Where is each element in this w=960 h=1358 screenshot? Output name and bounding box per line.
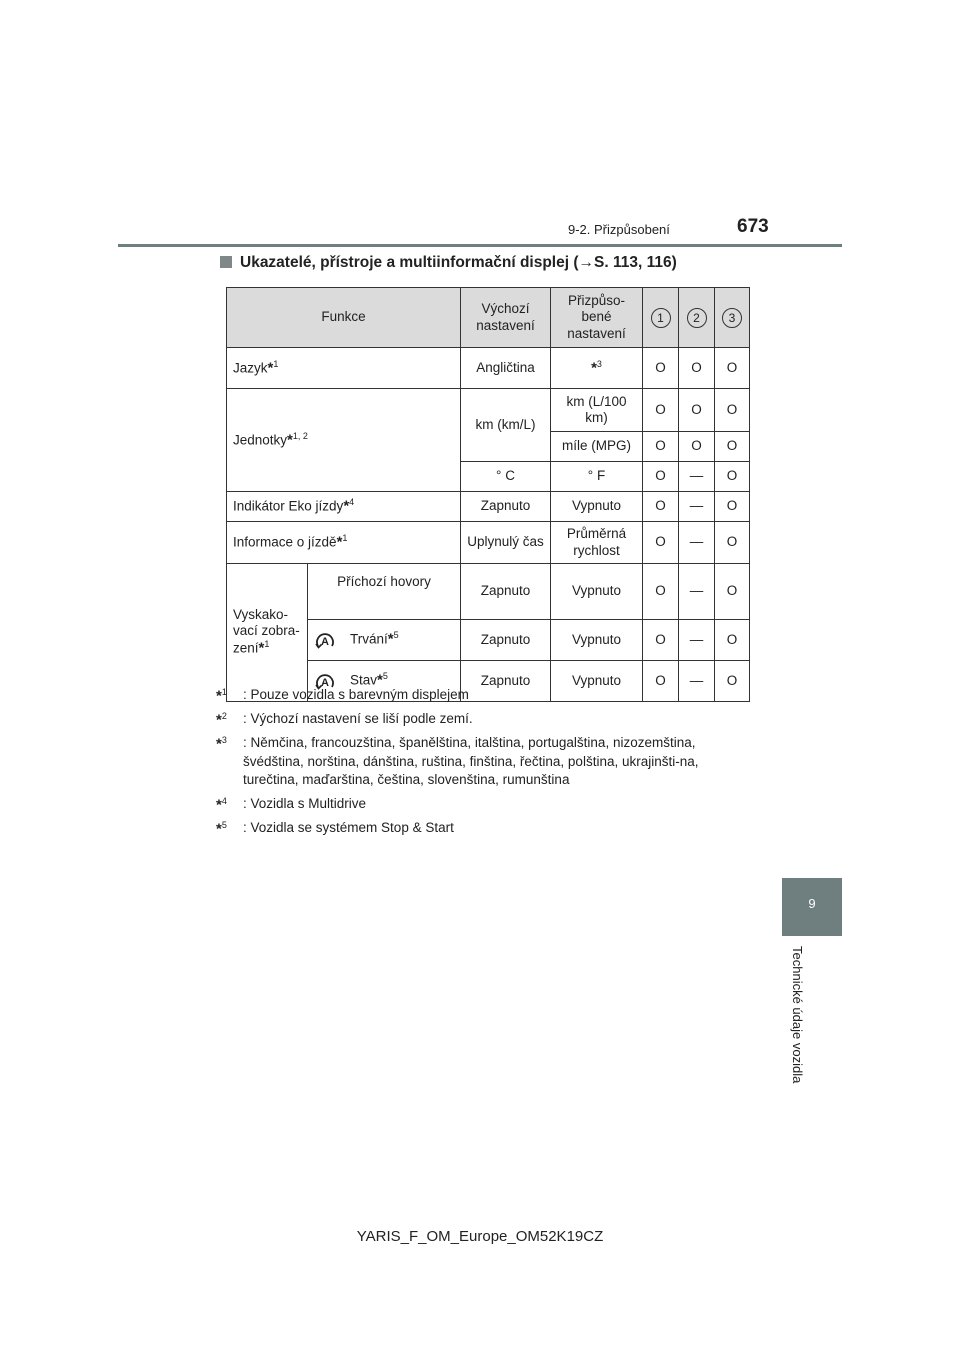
table-row bbox=[227, 348, 750, 389]
col3-value: O bbox=[715, 492, 750, 522]
row-label-jednotky: Jednotky*$^{1, 2}$ bbox=[227, 389, 461, 492]
header-funkce: Funkce bbox=[227, 288, 461, 348]
col1-value: O bbox=[643, 432, 679, 462]
header-col1 bbox=[643, 288, 679, 348]
table-row bbox=[227, 492, 750, 522]
header-col2 bbox=[679, 288, 715, 348]
custom-value: km (L/100 km) bbox=[551, 389, 643, 432]
footnotes bbox=[216, 686, 756, 844]
settings-table bbox=[226, 287, 750, 702]
col1-value: O bbox=[643, 492, 679, 522]
row-label-eko: Indikátor Eko jízdy*$^4$ bbox=[227, 492, 461, 522]
header-divider bbox=[118, 244, 842, 247]
header-vychozi: Výchozí nastavení bbox=[461, 288, 551, 348]
circled-number-1: 1 bbox=[651, 308, 671, 328]
default-value: Zapnuto bbox=[461, 492, 551, 522]
col3-value: O bbox=[715, 522, 750, 564]
col2-value: — bbox=[679, 462, 715, 492]
circled-number-3: 3 bbox=[722, 308, 742, 328]
sub-label-stav: A Stav*$^5$ bbox=[308, 661, 461, 702]
custom-value: Vypnuto bbox=[551, 620, 643, 661]
row-label-informace: Informace o jízdě*$^1$ bbox=[227, 522, 461, 564]
col3-value: O bbox=[715, 432, 750, 462]
col1-value: O bbox=[643, 389, 679, 432]
col3-value: O bbox=[715, 462, 750, 492]
col3-value: O bbox=[715, 661, 750, 702]
custom-value: Vypnuto bbox=[551, 564, 643, 620]
section-heading bbox=[220, 254, 677, 272]
custom-value: ° F bbox=[551, 462, 643, 492]
header-section-title: 9-2. Přizpůsobení bbox=[568, 222, 670, 237]
default-value: Zapnuto bbox=[461, 661, 551, 702]
arrow-icon: → bbox=[578, 254, 595, 271]
col3-value: O bbox=[715, 564, 750, 620]
header-prizpusobene: Přizpůso-bené nastavení bbox=[551, 288, 643, 348]
sub-label-trvani: A Trvání*$^5$ bbox=[308, 620, 461, 661]
default-value: Zapnuto bbox=[461, 620, 551, 661]
custom-value: Průměrná rychlost bbox=[551, 522, 643, 564]
col1-value: O bbox=[643, 661, 679, 702]
col2-value: — bbox=[679, 492, 715, 522]
circled-number-2: 2 bbox=[687, 308, 707, 328]
footnote-3: *$^3$ : Němčina, francouzština, španělština, italština, portugalština, nizozemština, švédština, norština, dánština, ruština, finština, řečtina, polština, ukrajinšti-na, turečtina, maďarština, čeština, slovenština, rumunština bbox=[216, 735, 699, 787]
col3-value: O bbox=[715, 389, 750, 432]
chapter-title: Technické údaje vozidla bbox=[790, 946, 805, 1084]
custom-value: míle (MPG) bbox=[551, 432, 643, 462]
col1-value: O bbox=[643, 348, 679, 389]
default-value: ° C bbox=[461, 462, 551, 492]
default-value: Angličtina bbox=[461, 348, 551, 389]
chapter-tab bbox=[782, 878, 842, 936]
col2-value: — bbox=[679, 661, 715, 702]
document-footer: YARIS_F_OM_Europe_OM52K19CZ bbox=[356, 1228, 604, 1245]
col1-value: O bbox=[643, 462, 679, 492]
col2-value: — bbox=[679, 522, 715, 564]
heading-ref: S. 113, 116) bbox=[594, 254, 677, 271]
auto-stop-start-icon bbox=[314, 629, 336, 651]
svg-text:A: A bbox=[321, 677, 329, 689]
chapter-number: 9 bbox=[808, 896, 816, 911]
col2-value: O bbox=[679, 389, 715, 432]
sub-label: Příchozí hovory bbox=[308, 564, 461, 620]
col2-value: O bbox=[679, 348, 715, 389]
heading-square-icon bbox=[220, 256, 232, 268]
col2-value: O bbox=[679, 432, 715, 462]
default-value: Zapnuto bbox=[461, 564, 551, 620]
row-label-jazyk: Jazyk*$^1$ bbox=[227, 348, 461, 389]
custom-value: *$^3$ bbox=[551, 348, 643, 389]
footnote-2: *$^2$ : Výchozí nastavení se liší podle zemí. bbox=[216, 711, 473, 729]
svg-text:A: A bbox=[321, 636, 329, 648]
default-value: km (km/L) bbox=[461, 389, 551, 462]
custom-value: Vypnuto bbox=[551, 661, 643, 702]
col2-value: — bbox=[679, 564, 715, 620]
table-row bbox=[227, 564, 750, 620]
heading-text: Ukazatelé, přístroje a multiinformační displej ( bbox=[240, 254, 579, 271]
footnote-4: *$^4$ : Vozidla s Multidrive bbox=[216, 796, 367, 814]
col2-value: — bbox=[679, 620, 715, 661]
default-value: Uplynulý čas bbox=[461, 522, 551, 564]
col1-value: O bbox=[643, 522, 679, 564]
custom-value: Vypnuto bbox=[551, 492, 643, 522]
row-label-vyskakovaci: Vyskako-vací zobra-zení*$^1$ bbox=[227, 564, 308, 702]
footnote-1: *$^1$ : Pouze vozidla s barevným displejem bbox=[216, 687, 469, 705]
col1-value: O bbox=[643, 564, 679, 620]
header-col3 bbox=[715, 288, 750, 348]
col3-value: O bbox=[715, 620, 750, 661]
col3-value: O bbox=[715, 348, 750, 389]
table-header-row bbox=[227, 288, 750, 348]
table-row bbox=[227, 389, 750, 432]
table-row bbox=[227, 522, 750, 564]
page-number: 673 bbox=[737, 216, 769, 237]
col1-value: O bbox=[643, 620, 679, 661]
footnote-5: *$^5$ : Vozidla se systémem Stop & Start bbox=[216, 820, 454, 838]
